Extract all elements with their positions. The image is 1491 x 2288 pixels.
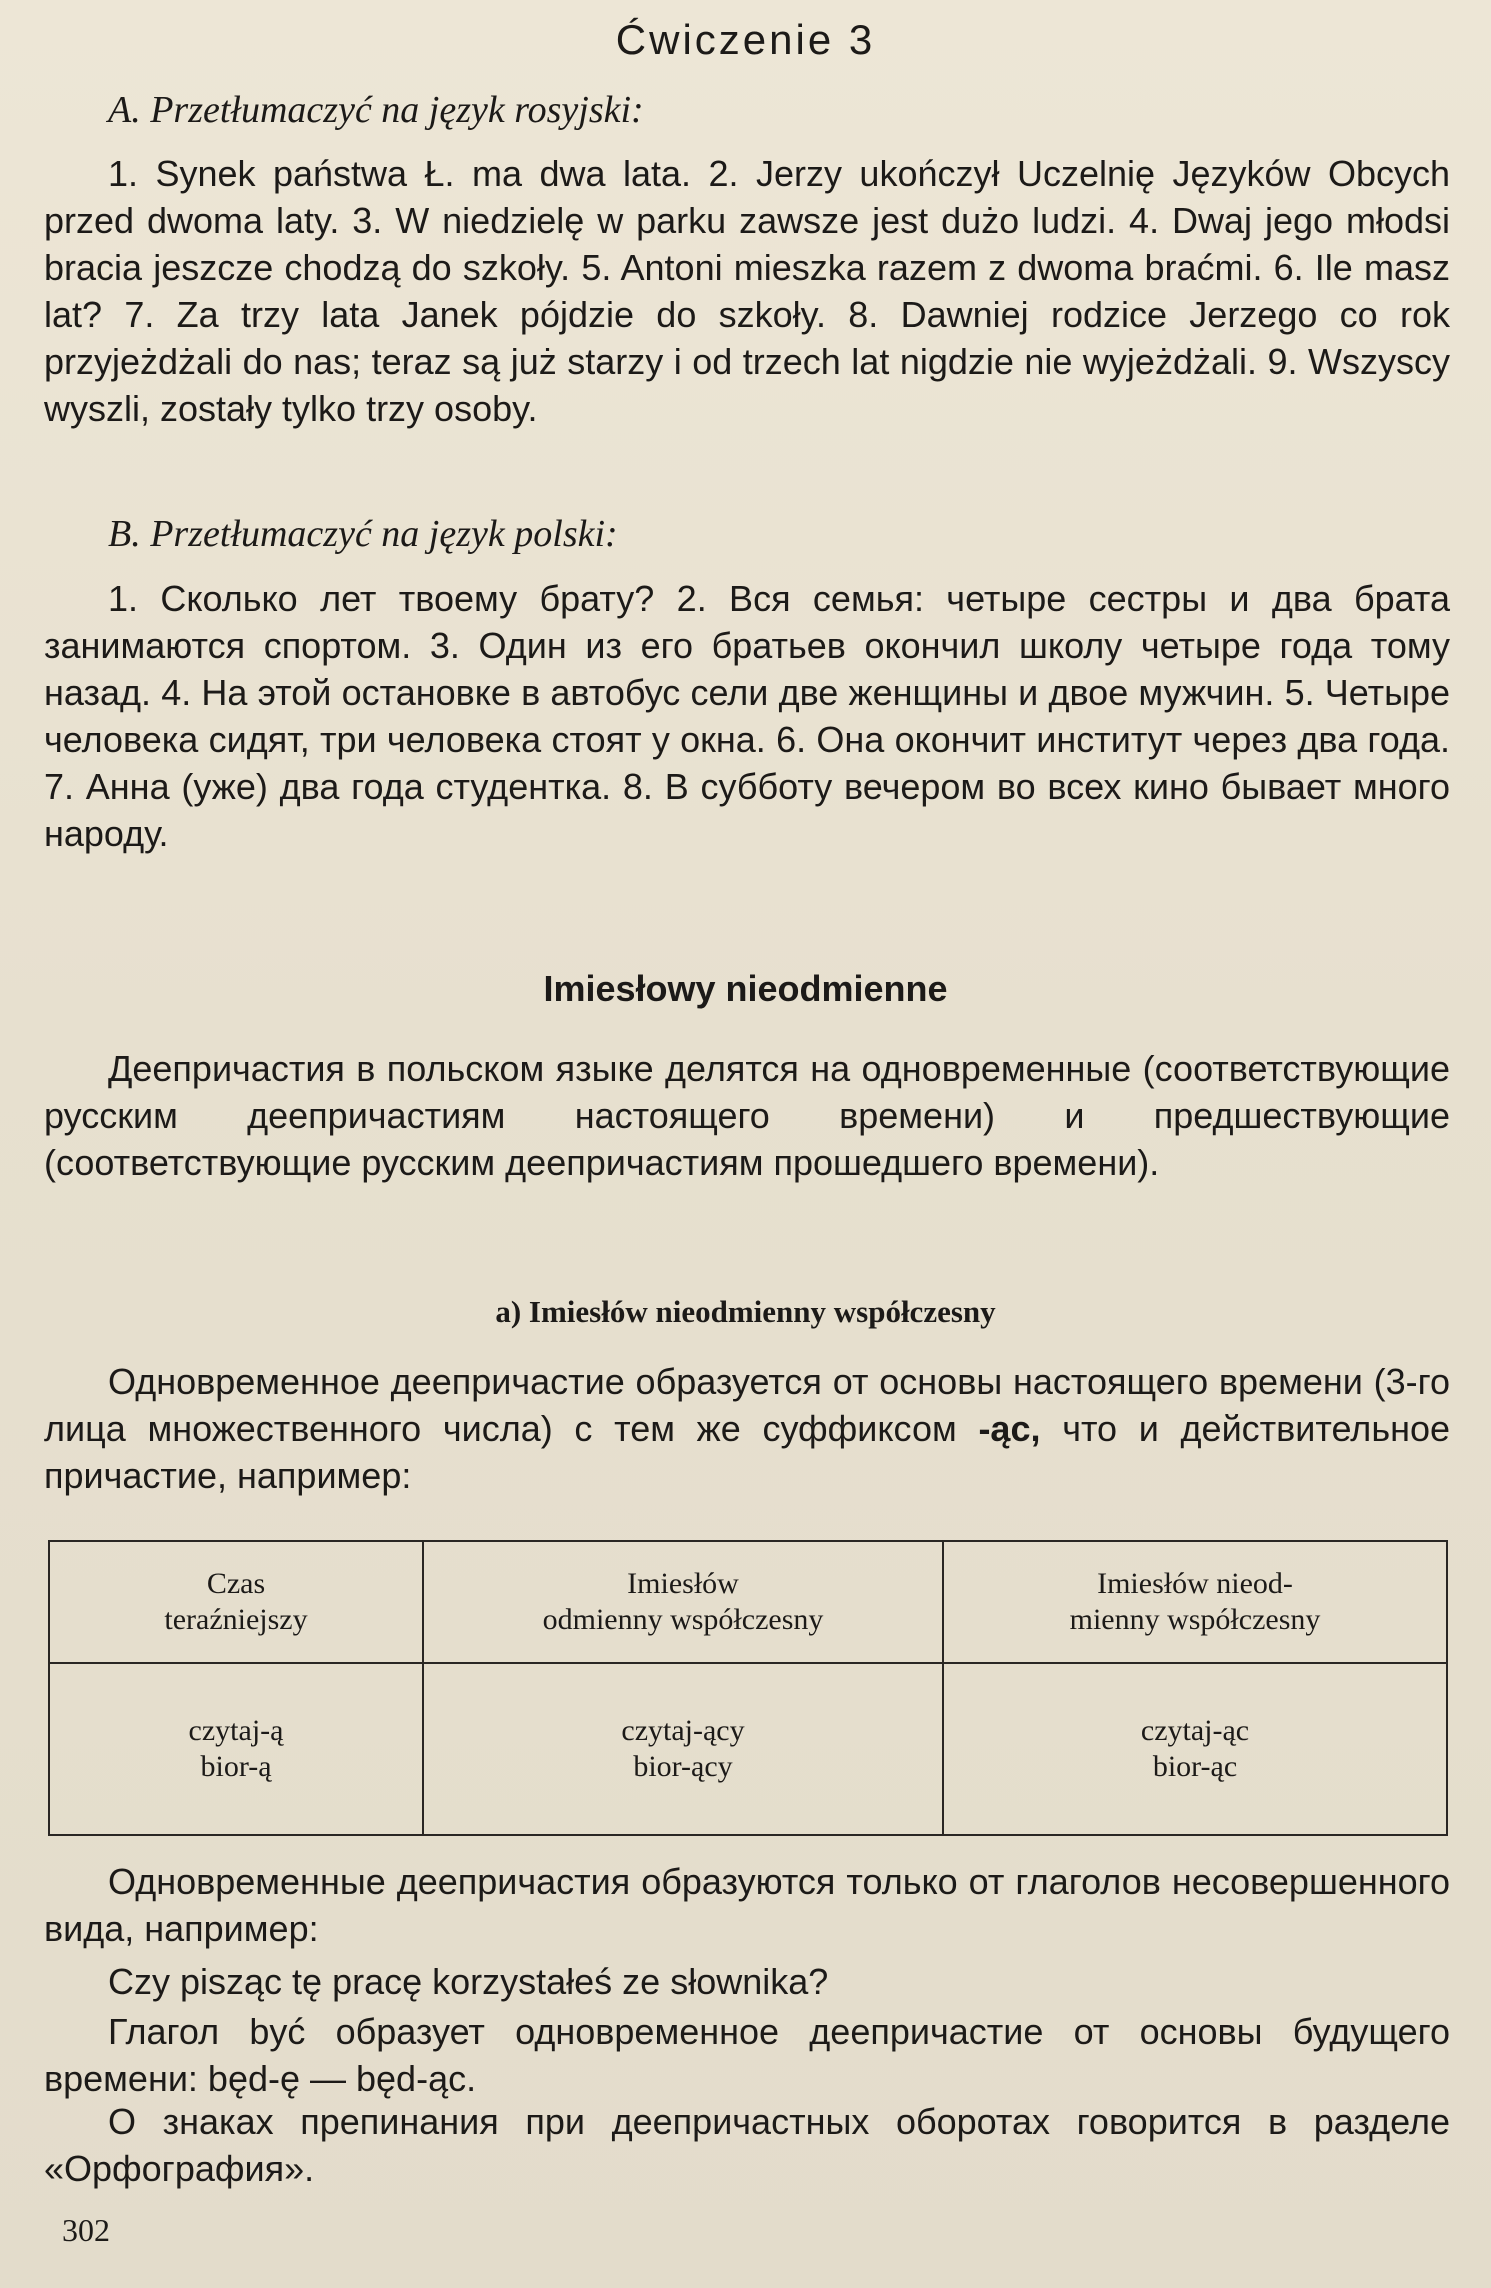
exercise-b-instruction: B. Przetłumaczyć na język polski: bbox=[108, 513, 618, 555]
header-cell: Imiesłów nieod- mienny współczesny bbox=[943, 1541, 1447, 1663]
exercise-heading: Ćwiczenie 3 bbox=[615, 16, 876, 63]
section-title: Imiesłowy nieodmienne bbox=[543, 968, 948, 1009]
table-cell: czytaj-ąc bior-ąc bbox=[943, 1663, 1447, 1835]
exercise-a-text: 1. Synek państwa Ł. ma dwa lata. 2. Jerzy ukończył Uczelnię Języków Obcych przed dwoma laty. 3. W niedzielę w parku zawsze jest dużo ludzi. 4. Dwaj jego młodsi bracia jeszcze chodzą do szkoły. 5. Antoni mieszka razem z dwoma braćmi. 6. Ile masz lat? 7. Za trzy lata Janek pójdzie do szkoły. 8. Dawniej rodzice Jerzego co rok przyjeżdżali do nas; teraz są już starzy i od trzech lat nigdzie nie wyjeżdżali. 9. Wszyscy wyszli, zostały tylko trzy osoby. bbox=[44, 153, 1450, 429]
suffix-ac: -ąc, bbox=[978, 1408, 1041, 1449]
note-example: Czy pisząc tę pracę korzystałeś ze słownika? bbox=[108, 1961, 829, 2002]
table-row bbox=[49, 1663, 1447, 1835]
exercise-b-text: 1. Сколько лет твоему брату? 2. Вся семья: четыре сестры и два брата занимаются спортом. 3. Один из его братьев окончил школу четыре года тому назад. 4. На этой остановке в автобус сели две женщины и двое мужчин. 5. Четыре человека сидят, три человека стоят у окна. 6. Она окончит институт через два года. 7. Анна (уже) два года студентка. 8. В субботу вечером во всех кино бывает много народу. bbox=[44, 578, 1450, 854]
subsection-text-end: что и действительное причастие, например: bbox=[44, 1408, 1450, 1496]
participle-table bbox=[48, 1540, 1448, 1836]
subsection-text bbox=[44, 1358, 1450, 1499]
header-cell: Imiesłów odmienny współczesny bbox=[423, 1541, 943, 1663]
page-number: 302 bbox=[62, 2212, 110, 2248]
table-cell: czytaj-ą bior-ą bbox=[49, 1663, 423, 1835]
note-paragraph-2: Глагол być образует одновременное деепричастие от основы будущего времени: będ-ę — będ-ąc. bbox=[44, 2011, 1450, 2099]
table-cell: czytaj-ący bior-ący bbox=[423, 1663, 943, 1835]
header-cell: Czas teraźniejszy bbox=[49, 1541, 423, 1663]
exercise-a-instruction: A. Przetłumaczyć na język rosyjski: bbox=[108, 89, 644, 131]
table-header-row bbox=[49, 1541, 1447, 1663]
note-paragraph-3: О знаках препинания при деепричастных оборотах говорится в разделе «Орфография». bbox=[44, 2101, 1450, 2189]
section-intro: Деепричастия в польском языке делятся на одновременные (соответствующие русским деепричастиям настоящего времени) и предшествующие (соответствующие русским деепричастиям прошедшего времени). bbox=[44, 1048, 1450, 1183]
note-paragraph-1: Одновременные деепричастия образуются только от глаголов несовершенного вида, например: bbox=[44, 1861, 1450, 1949]
subsection-text-start: Одновременное деепричастие образуется от основы настоящего времени (3-го лица множественного числа) с тем же суффиксом bbox=[44, 1361, 1450, 1449]
subsection-title: a) Imiesłów nieodmienny współczesny bbox=[495, 1294, 996, 1329]
